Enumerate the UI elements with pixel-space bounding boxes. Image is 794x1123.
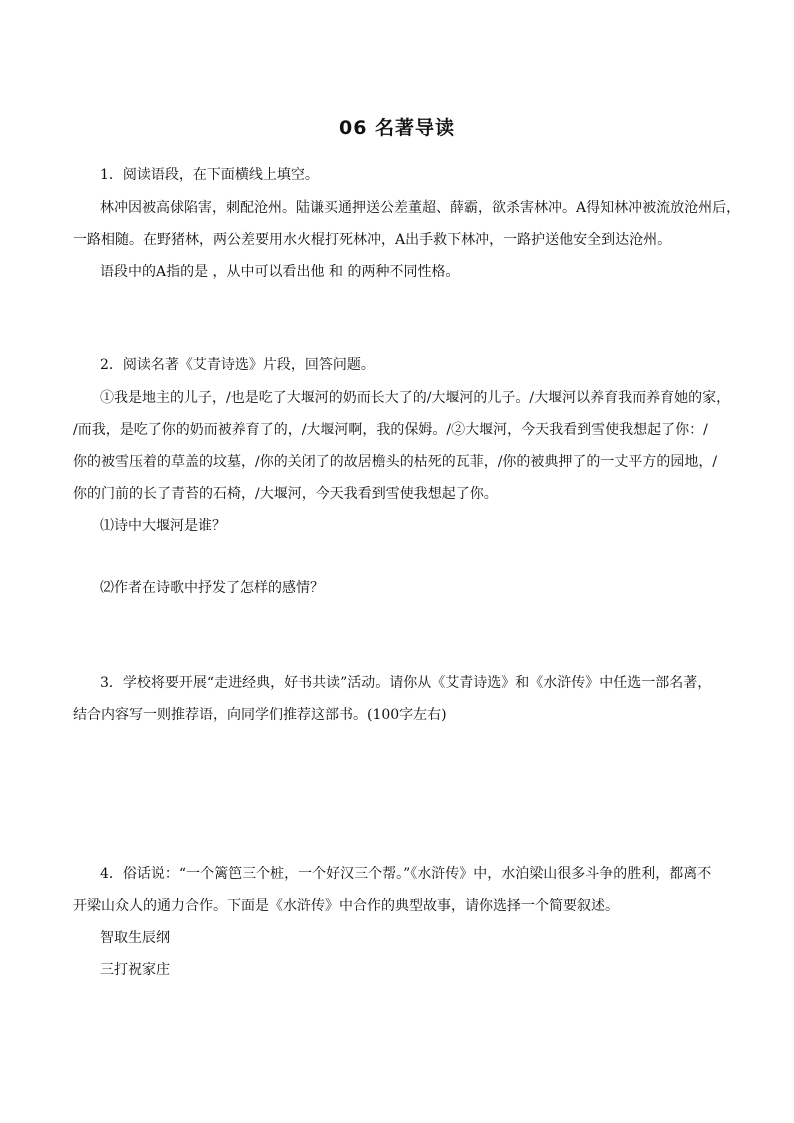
q3-line-1: 3．学校将要开展“走进经典，好书共读”活动。请你从《艾青诗选》和《水浒传》中任选一部名著， bbox=[100, 675, 712, 691]
page-title: 06 名著导读 bbox=[338, 117, 456, 139]
q4-line-2: 开梁山众人的通力合作。下面是《水浒传》中合作的典型故事，请你选择一个简要叙述。 bbox=[73, 898, 619, 914]
q2-poem-line-2: /而我，是吃了你的奶而被养育了的，/大堰河啊，我的保姆。/②大堰河，今天我看到雪使我想起了你：/ bbox=[73, 422, 708, 438]
q2-poem-line-3: 你的被雪压着的草盖的坟墓，/你的关闭了的故居檐头的枯死的瓦菲，/你的被典押了的一丈平方的园地，/ bbox=[73, 454, 718, 470]
q1-text-line-1: 林冲因被高俅陷害，刺配沧州。陆谦买通押送公差董超、薛霸，欲杀害林冲。A得知林冲被流放沧州后， bbox=[100, 200, 741, 216]
q3-line-2: 结合内容写一则推荐语，向同学们推荐这部书。(100字左右) bbox=[73, 707, 447, 723]
q2-poem-line-1: ①我是地主的儿子，/也是吃了大堰河的奶而长大了的/大堰河的儿子。/大堰河以养育我而养育她的家， bbox=[100, 390, 731, 406]
q1-prompt: 1．阅读语段，在下面横线上填空。 bbox=[100, 167, 319, 183]
q4-option-1: 智取生辰纲 bbox=[100, 930, 170, 946]
q2-sub-question-1: ⑴诗中大堰河是谁？ bbox=[100, 518, 226, 534]
q2-sub-question-2: ⑵作者在诗歌中抒发了怎样的感情？ bbox=[100, 580, 324, 596]
q4-option-2: 三打祝家庄 bbox=[100, 962, 170, 978]
q1-blank-line: 语段中的A指的是 ，从中可以看出他 和 的两种不同性格。 bbox=[100, 264, 460, 280]
q1-text-line-2: 一路相随。在野猪林，两公差要用水火棍打死林冲，A出手救下林冲，一路护送他安全到达沧州。 bbox=[73, 232, 672, 248]
q4-line-1: 4．俗话说：“一个篱笆三个桩，一个好汉三个帮。”《水浒传》中，水泊梁山很多斗争的胜利，都离不 bbox=[100, 866, 712, 882]
q2-prompt: 2．阅读名著《艾青诗选》片段，回答问题。 bbox=[100, 357, 375, 373]
q2-poem-line-4: 你的门前的长了青苔的石椅，/大堰河，今天我看到雪使我想起了你。 bbox=[73, 486, 498, 502]
